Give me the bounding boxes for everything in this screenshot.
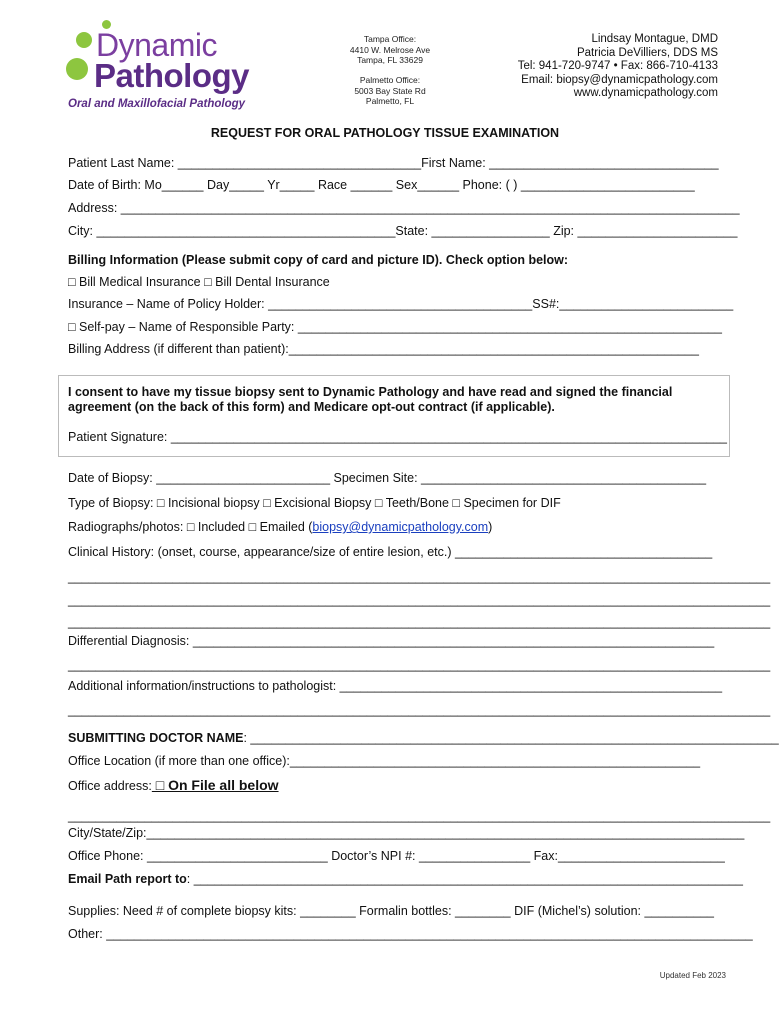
phone-fax: Tel: 941-720-9747 • Fax: 866-710-4133 (517, 60, 718, 72)
tampa-office (330, 34, 450, 66)
website: www.dynamicpathology.com (573, 87, 718, 99)
office-address-label: Office address: (68, 779, 152, 793)
office-address-line-2[interactable]: _____________________________________________________________________________________________________ (68, 809, 771, 823)
additional-info-field[interactable]: Additional information/instructions to pathologist: _______________________________________________________ (68, 679, 723, 693)
billing-heading: Billing Information (Please submit copy of card and picture ID). Check option below: (68, 253, 569, 267)
on-file-checkbox[interactable]: □ On File all below (151, 777, 279, 793)
consent-text-1: I consent to have my tissue biopsy sent to Dynamic Pathology and have read and signed the financial (68, 385, 673, 399)
clinical-history-line-3[interactable]: _____________________________________________________________________________________________________ (68, 593, 771, 607)
office-phone-field[interactable]: Office Phone: __________________________ Doctor’s NPI #: ________________ Fax:________________________ (68, 849, 725, 863)
palmetto-office-street: 5003 Bay State Rd (354, 85, 426, 96)
billing-options-checkboxes[interactable]: □ Bill Medical Insurance □ Bill Dental Insurance (68, 275, 330, 289)
supplies-field[interactable]: Supplies: Need # of complete biopsy kits: ________ Formalin bottles: ________ DIF (Michel’s) solution: __________ (68, 904, 714, 918)
differential-diagnosis-line-2[interactable]: _____________________________________________________________________________________________________ (68, 658, 771, 672)
clinical-history-field[interactable]: Clinical History: (onset, course, appearance/size of entire lesion, etc.) _____________________________________ (68, 545, 713, 559)
radiographs-label: Radiographs/photos: □ Included □ Emailed ( (68, 520, 313, 534)
office-address-field[interactable] (68, 778, 279, 794)
policy-holder-field[interactable]: Insurance – Name of Policy Holder: ______________________________________SS#:_________________________ (68, 297, 734, 311)
billing-address-field[interactable]: Billing Address (if different than patient):___________________________________________________________ (68, 342, 699, 356)
consent-text-2: agreement (on the back of this form) and Medicare opt-out contract (if applicable). (68, 400, 555, 414)
biopsy-type-checkboxes[interactable]: Type of Biopsy: □ Incisional biopsy □ Excisional Biopsy □ Teeth/Bone □ Specimen for DIF (68, 496, 561, 510)
self-pay-field[interactable]: □ Self-pay – Name of Responsible Party: _____________________________________________________________ (68, 320, 722, 334)
dob-field[interactable]: Date of Birth: Mo______ Day_____ Yr_____ Race ______ Sex______ Phone: ( ) _________________________ (68, 178, 695, 192)
email-path-report-field[interactable] (68, 872, 743, 887)
contact-email: Email: biopsy@dynamicpathology.com (521, 73, 718, 86)
biopsy-email-link[interactable]: biopsy@dynamicpathology.com (312, 520, 489, 534)
address-field[interactable]: Address: _________________________________________________________________________________________ (68, 201, 740, 215)
city-state-zip-field[interactable]: City: ___________________________________________State: _________________ Zip: _______________________ (68, 224, 738, 238)
submitting-doctor-field[interactable] (68, 731, 779, 746)
tampa-office-city: Tampa, FL 33629 (357, 55, 423, 65)
clinical-history-line-4[interactable]: _____________________________________________________________________________________________________ (68, 615, 771, 629)
logo-word-dynamic: Dynamic (96, 27, 217, 63)
submitting-doctor-line: : ____________________________________________________________________________ (243, 731, 779, 745)
logo-word-pathology: Pathology (94, 57, 250, 94)
palmetto-office-label: Palmetto Office: (359, 75, 421, 85)
updated-date: Updated Feb 2023 (659, 971, 726, 980)
patient-signature-field[interactable]: Patient Signature: ________________________________________________________________________________ (68, 430, 727, 444)
email-path-report-line: : _______________________________________________________________________________ (186, 872, 743, 886)
palmetto-office-city: Palmetto, FL (365, 96, 415, 106)
logo-dot-large (66, 58, 88, 80)
tampa-office-label: Tampa Office: (363, 34, 417, 44)
radiographs-options[interactable] (68, 520, 492, 535)
tagline: Oral and Maxillofacial Pathology (68, 98, 246, 110)
differential-diagnosis-field[interactable]: Differential Diagnosis: ___________________________________________________________________________ (68, 634, 715, 648)
office-location-field[interactable]: Office Location (if more than one office):___________________________________________________________ (68, 754, 701, 768)
clinical-history-line-2[interactable]: _____________________________________________________________________________________________________ (68, 570, 771, 584)
logo-dot-medium (76, 32, 92, 48)
doctor-name-1: Lindsay Montague, DMD (591, 33, 718, 45)
city-state-zip-doctor-field[interactable]: City/State/Zip:______________________________________________________________________________________ (68, 826, 745, 840)
additional-info-line-2[interactable]: _____________________________________________________________________________________________________ (68, 703, 771, 717)
submitting-doctor-label: SUBMITTING DOCTOR NAME (68, 731, 244, 745)
other-field[interactable]: Other: _____________________________________________________________________________________________ (68, 927, 753, 941)
doctor-name-2: Patricia DeVilliers, DDS MS (576, 46, 718, 59)
tampa-office-street: 4410 W. Melrose Ave (349, 44, 431, 55)
radiographs-close-paren: ) (488, 520, 493, 534)
contact-block (518, 33, 718, 101)
date-of-biopsy-field[interactable]: Date of Biopsy: _________________________ Specimen Site: _________________________________________ (68, 471, 707, 485)
palmetto-office (330, 75, 450, 107)
form-title: REQUEST FOR ORAL PATHOLOGY TISSUE EXAMINATION (210, 126, 560, 140)
patient-name-field[interactable]: Patient Last Name: ___________________________________First Name: _________________________________ (68, 156, 719, 170)
email-path-report-label: Email Path report to (68, 872, 187, 886)
